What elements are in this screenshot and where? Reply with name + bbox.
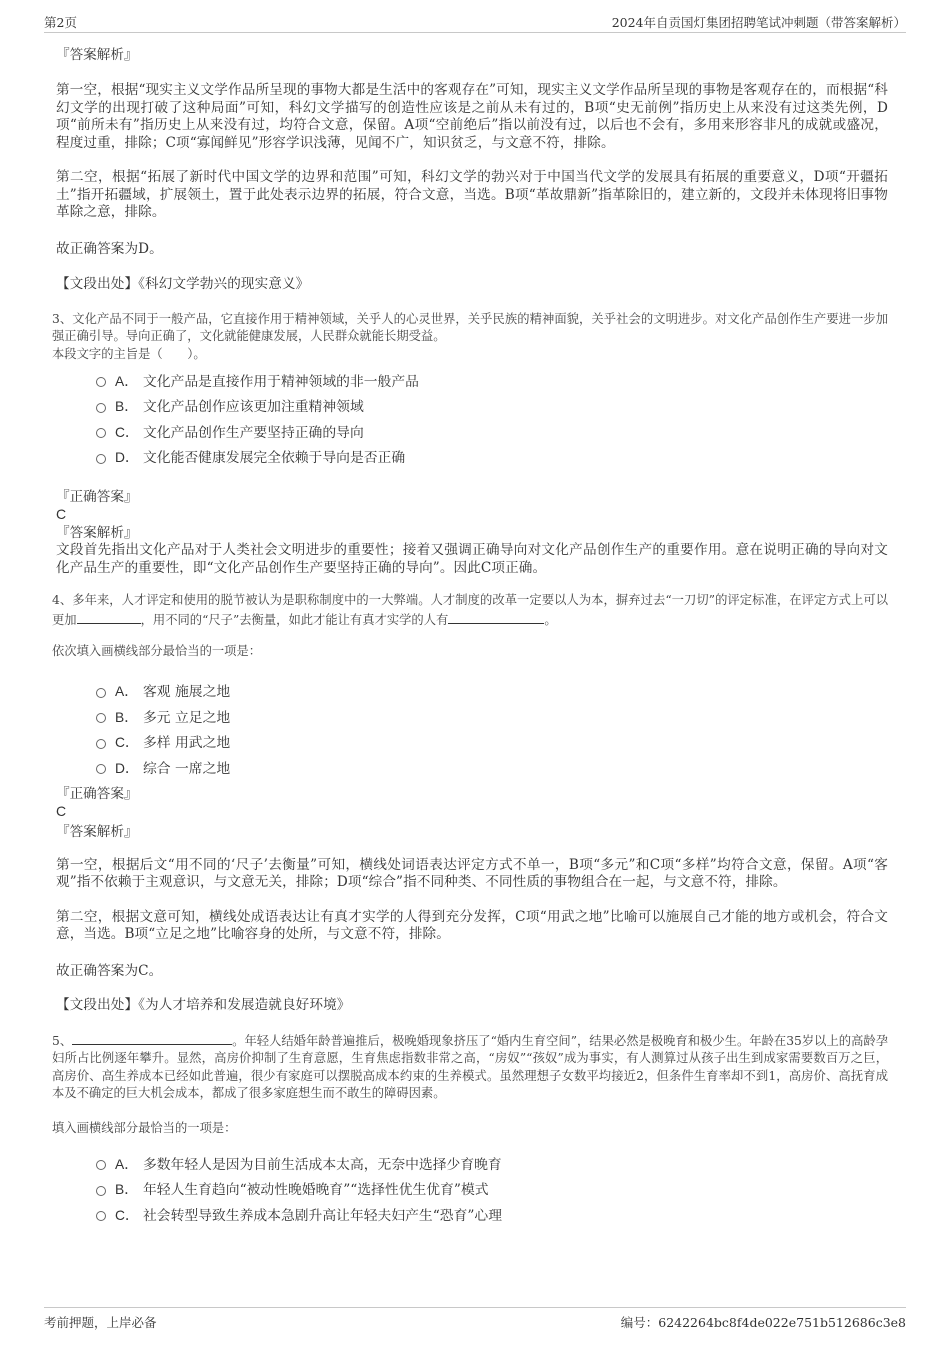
document-id: 编号：6242264bc8f4de022e751b512686c3e8 [620,1315,906,1330]
radio-button[interactable] [96,1186,106,1196]
document-title: 2024年自贡国灯集团招聘笔试冲刺题（带答案解析） [611,15,906,30]
radio-button[interactable] [96,1160,106,1170]
option-a[interactable]: A． 文化产品是直接作用于精神领域的非一般产品 [96,367,888,393]
correct-answer: C [56,506,67,522]
question-stem: 4、多年来，人才评定和使用的脱节被认为是职称制度中的一大弊端。人才制度的改革一定要以人为本，摒弃过去“一刀切”的评定标准，在评定方式上可以更加 ，用不同的“尺子”去衡量，如此才能让有真才实学的人有 。 [52,593,888,627]
question-stem: 5、 。年轻人结婚年龄普遍推后，极晚婚现象挤压了“婚内生育空间”，结果必然是极晚育和极少生。年龄在35岁以上的高龄孕妇所占比例逐年攀升。显然，高房价抑制了生育意愿，生育焦虑指数非常之高，“房奴”“孩奴”成为事实，有人测算过从孩子出生到成家需要数百万之巨，高房价、高生养成本已经如此普遍，很少有家庭可以摆脱高成本约束的生养模式。虽然理想子女数平均接近2，但条件生育率却不到1，高房价、高抚育成本及不确定的巨大机会成本，都成了很多家庭想生而不敢生的障碍因素。 [52,1031,888,1103]
radio-button[interactable] [96,713,106,723]
radio-button[interactable] [96,739,106,749]
option-d[interactable]: D． 文化能否健康发展完全依赖于导向是否正确 [96,444,888,470]
option-c[interactable]: C． 社会转型导致生养成本急剧升高让年轻夫妇产生“恐育”心理 [96,1201,888,1227]
option-a[interactable]: A． 客观 施展之地 [96,678,888,704]
question-prompt: 填入画横线部分最恰当的一项是： [52,1120,237,1135]
radio-button[interactable] [96,454,106,464]
option-list [56,1150,888,1227]
analysis-paragraph: 文段首先指出文化产品对于人类社会文明进步的重要性；接着又强调正确导向对文化产品创作生产的重要作用。意在说明正确的导向对文化产品生产的重要性，即“文化产品创作生产要坚持正确的导向”。因此C项正确。 [56,542,888,576]
analysis-paragraph: 第二空，根据文意可知，横线处成语表达让有真才实学的人得到充分发挥，C项“用武之地”比喻可以施展自己才能的地方或机会，符合文意，当选。B项“立足之地”比喻容身的处所，与文意不符，排除。 [56,908,888,942]
radio-button[interactable] [96,377,106,387]
radio-button[interactable] [96,428,106,438]
option-d[interactable]: D． 综合 一席之地 [96,754,888,780]
conclusion: 故正确答案为D。 [56,240,163,257]
conclusion: 故正确答案为C。 [56,962,163,979]
page-number: 第2页 [44,15,77,30]
option-list [56,678,888,780]
source-citation: 【文段出处】《为人才培养和发展造就良好环境》 [56,997,351,1013]
page-header [44,10,906,33]
option-b[interactable]: B． 文化产品创作应该更加注重精神领域 [96,393,888,419]
option-c[interactable]: C． 文化产品创作生产要坚持正确的导向 [96,418,888,444]
page-footer [44,1307,906,1332]
option-c[interactable]: C． 多样 用武之地 [96,729,888,755]
source-citation: 【文段出处】《科幻文学勃兴的现实意义》 [56,276,310,292]
analysis-paragraph: 第一空，根据“现实主义文学作品所呈现的事物大都是生活中的客观存在”可知，现实主义文学作品所呈现的事物是客观存在的，而根据“科幻文学的出现打破了这种局面”可知，科幻文学描写的创造性应该是之前从未有过的，B项“史无前例”指历史上从来没有过这类先例，D项“前所未有”指历史上从来没有过，均符合文意，保留。A项“空前绝后”指以前没有过，以后也不会有，多用来形容非凡的成就或盛况，程度过重，排除；C项“寡闻鲜见”形容学识浅薄，见闻不广，知识贫乏，与文意不符，排除。 [56,82,888,151]
analysis-label: 『答案解析』 [56,823,138,840]
analysis-label: 『答案解析』 [56,525,138,541]
option-a[interactable]: A． 多数年轻人是因为目前生活成本太高，无奈中选择少育晚育 [96,1150,888,1176]
correct-answer-label: 『正确答案』 [56,785,138,802]
answer-blank [77,610,141,624]
correct-answer-label: 『正确答案』 [56,489,138,505]
radio-button[interactable] [96,403,106,413]
analysis-label: 『答案解析』 [56,47,138,63]
question-prompt: 本段文字的主旨是（ ）。 [52,346,206,361]
answer-blank [72,1031,232,1045]
option-b[interactable]: B． 年轻人生育趋向“被动性晚婚晚育”“选择性优生优育”模式 [96,1176,888,1202]
option-list [56,367,888,469]
analysis-paragraph: 第二空，根据“拓展了新时代中国文学的边界和范围”可知，科幻文学的勃兴对于中国当代文学的发展具有拓展的重要意义，D项“开疆拓土”指开拓疆域，扩展领土，置于此处表示边界的拓展，符合文意，当选。B项“革故鼎新”指革除旧的，建立新的，文段并未体现将旧事物革除之意，排除。 [56,169,888,220]
question-stem: 3、文化产品不同于一般产品，它直接作用于精神领域，关乎人的心灵世界，关乎民族的精神面貌，关乎社会的文明进步。对文化产品创作生产要进一步加强正确引导。导向正确了，文化就能健康发展，人民群众就能长期受益。 [52,311,888,343]
footer-slogan: 考前押题，上岸必备 [44,1315,157,1330]
answer-blank [448,610,544,624]
option-b[interactable]: B． 多元 立足之地 [96,703,888,729]
radio-button[interactable] [96,764,106,774]
analysis-paragraph: 第一空，根据后文“用不同的‘尺子’去衡量”可知，横线处词语表达评定方式不单一，B项“多元”和C项“多样”均符合文意，保留。A项“客观”指不依赖于主观意识，与文意无关，排除；D项“综合”指不同种类、不同性质的事物组合在一起，与文意不符，排除。 [56,856,888,890]
question-prompt: 依次填入画横线部分最恰当的一项是： [52,644,262,658]
correct-answer: C [56,802,67,819]
radio-button[interactable] [96,1211,106,1221]
document-body [52,44,888,1227]
radio-button[interactable] [96,688,106,698]
